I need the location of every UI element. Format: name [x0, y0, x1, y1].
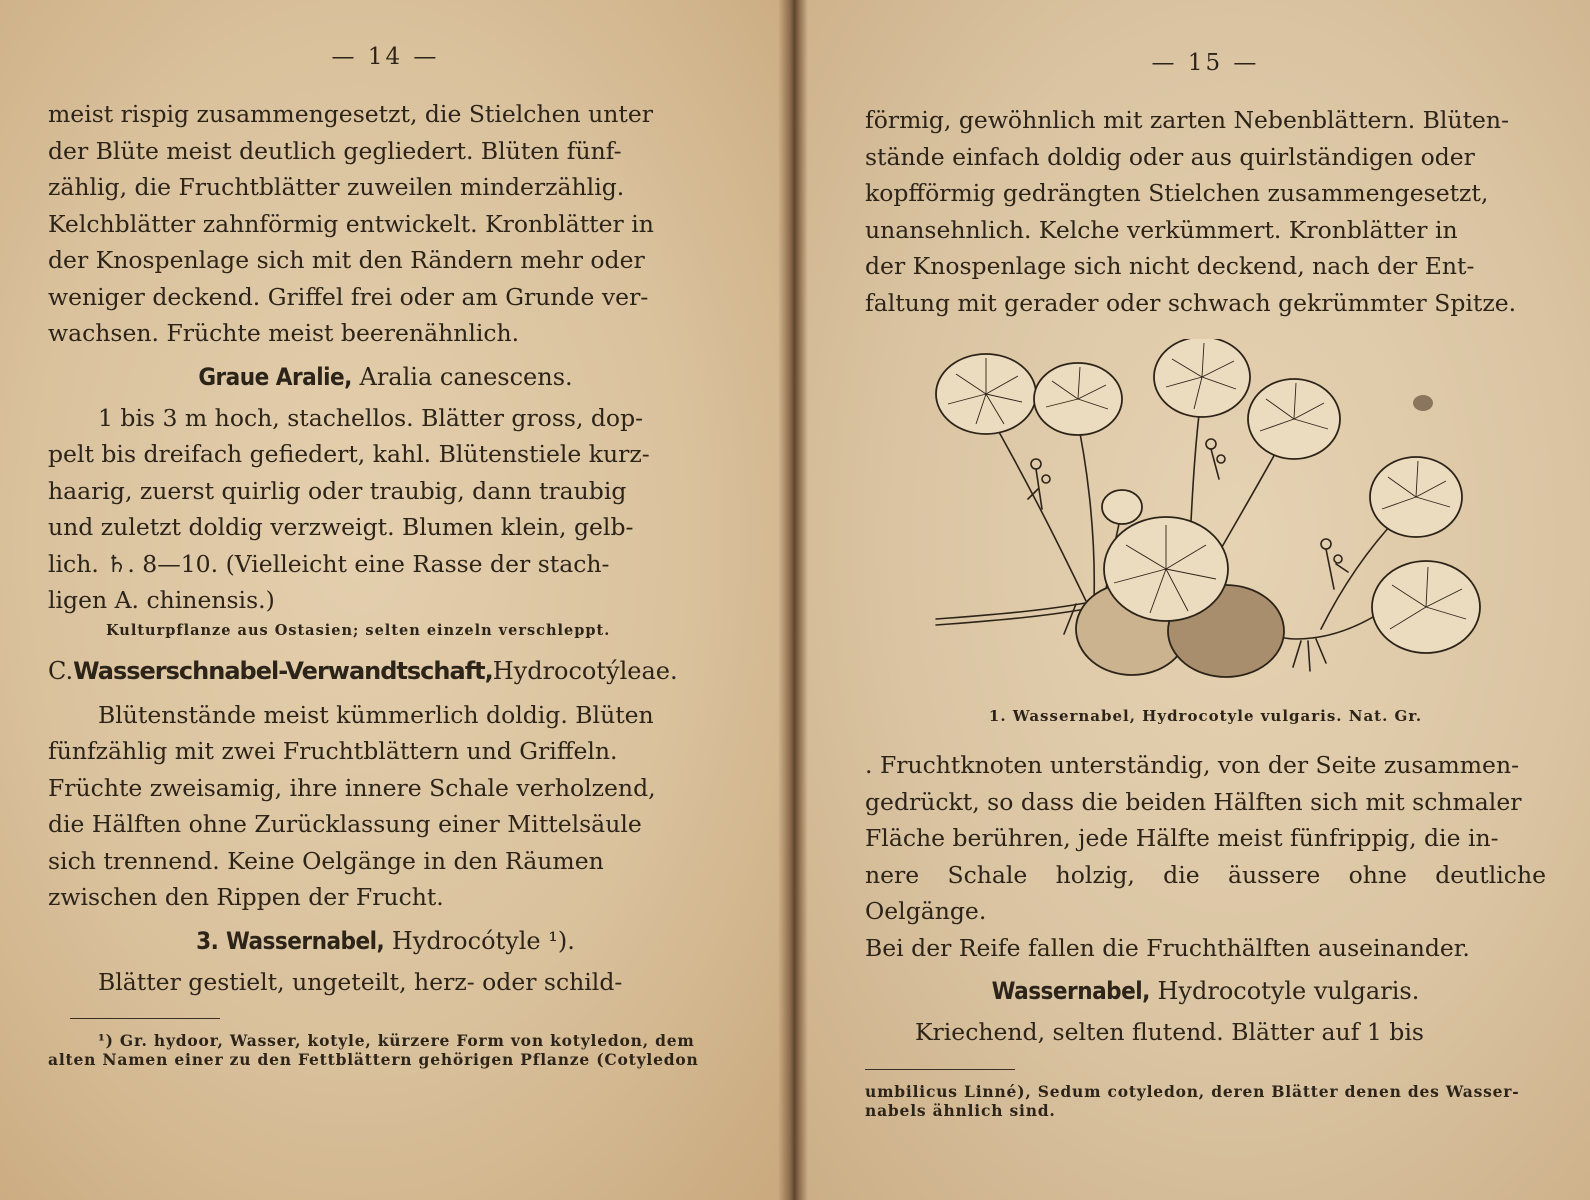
- genus-heading: [48, 922, 723, 960]
- text-line: Kelchblätter zahnförmig entwickelt. Kronblätter in: [48, 209, 654, 238]
- section-letter: C.: [48, 656, 74, 685]
- text-line: Blätter gestielt, ungeteilt, herz- oder schild-: [98, 967, 623, 996]
- section-heading-bold: Wasserschnabel-Verwandtschaft,: [73, 656, 493, 685]
- footnote-line: nabels ähnlich sind.: [865, 1100, 1056, 1120]
- text-line: gedrückt, so dass die beiden Hälften sich mit schmaler: [865, 787, 1522, 816]
- text-line: stände einfach doldig oder aus quirlständigen oder: [865, 142, 1475, 171]
- right-page: [799, 0, 1590, 1200]
- footnote-right: [865, 1082, 1546, 1120]
- aralia-heading: [48, 358, 723, 396]
- right-intro-paragraph: [865, 102, 1546, 321]
- footnote-rule: [865, 1069, 1015, 1070]
- footnote-rule: [70, 1018, 220, 1019]
- text-line: 1 bis 3 m hoch, stachellos. Blätter gross, dop-: [98, 403, 644, 432]
- section-heading: [48, 651, 723, 691]
- text-line: der Blüte meist deutlich gegliedert. Blüten fünf-: [48, 136, 622, 165]
- ink-stain: [1413, 395, 1433, 411]
- species-heading: [865, 972, 1546, 1010]
- fruit-description: [865, 747, 1546, 966]
- genus-heading-latin: Hydrocótyle ¹).: [384, 926, 575, 955]
- genus-number: 3.: [196, 926, 219, 955]
- left-intro-paragraph: [48, 96, 723, 352]
- genus-description: [48, 964, 723, 1001]
- pennywort-illustration: [926, 339, 1486, 699]
- text-line: förmig, gewöhnlich mit zarten Nebenblättern. Blüten-: [865, 106, 1510, 134]
- text-line: nere Schale holzig, die äussere ohne deutliche Oelgänge.: [865, 860, 1546, 925]
- text-line: meist rispig zusammengesetzt, die Stielchen unter: [48, 100, 653, 128]
- aralia-distribution-note: Kulturpflanze aus Ostasien; selten einzeln verschleppt.: [106, 621, 611, 639]
- genus-heading-bold: Wassernabel,: [226, 926, 385, 955]
- page-number-right: — 15 —: [1151, 50, 1260, 76]
- leaf: [1102, 490, 1142, 524]
- text-line: pelt bis dreifach gefiedert, kahl. Blütenstiele kurz-: [48, 440, 650, 468]
- footnote-line: alten Namen einer zu den Fettblättern gehörigen Pflanze (Cotyledon: [48, 1050, 699, 1069]
- text-line: fünfzählig mit zwei Fruchtblättern und Griffeln.: [48, 737, 618, 765]
- text-line: Bei der Reife fallen die Fruchthälften auseinander.: [865, 933, 1470, 962]
- text-line: Blütenstände meist kümmerlich doldig. Blüten: [98, 700, 654, 729]
- footnote-left: [48, 1031, 723, 1069]
- text-line: wachsen. Früchte meist beerenähnlich.: [48, 319, 520, 347]
- text-line: haarig, zuerst quirlig oder traubig, dann traubig: [48, 476, 627, 505]
- text-line: ligen A. chinensis.): [48, 586, 275, 614]
- page-number-left: — 14 —: [331, 44, 440, 70]
- text-line: Fläche berühren, jede Hälfte meist fünfrippig, die in-: [865, 824, 1499, 852]
- section-description: [48, 697, 723, 916]
- species-description: [865, 1014, 1546, 1051]
- text-line: die Hälften ohne Zurücklassung einer Mittelsäule: [48, 810, 642, 838]
- text-line: lich. ♄. 8—10. (Vielleicht eine Rasse der stach-: [48, 549, 610, 578]
- footnote-line: umbilicus Linné), Sedum cotyledon, deren Blätter denen des Wasser-: [865, 1081, 1520, 1101]
- text-line: zählig, die Fruchtblätter zuweilen minderzählig.: [48, 173, 625, 201]
- text-line: unansehnlich. Kelche verkümmert. Kronblätter in: [865, 215, 1458, 244]
- text-line: faltung mit gerader oder schwach gekrümmter Spitze.: [865, 288, 1517, 317]
- text-line: zwischen den Rippen der Frucht.: [48, 883, 444, 911]
- text-line: der Knospenlage sich mit den Rändern mehr oder: [48, 246, 645, 274]
- species-heading-latin: Hydrocotyle vulgaris.: [1149, 977, 1420, 1005]
- text-line: der Knospenlage sich nicht deckend, nach der Ent-: [865, 252, 1475, 280]
- species-heading-bold: Wassernabel,: [991, 977, 1150, 1005]
- aralia-heading-latin: Aralia canescens.: [351, 362, 573, 391]
- section-heading-latin: Hydrocotýleae.: [492, 656, 678, 685]
- text-line: . Fruchtknoten unterständig, von der Seite zusammen-: [865, 751, 1520, 779]
- text-line: Früchte zweisamig, ihre innere Schale verholzend,: [48, 773, 656, 802]
- text-line: und zuletzt doldig verzweigt. Blumen klein, gelb-: [48, 513, 634, 541]
- aralia-description: [48, 400, 723, 619]
- text-line: Kriechend, selten flutend. Blätter auf 1 bis: [915, 1018, 1424, 1046]
- text-line: kopfförmig gedrängten Stielchen zusammengesetzt,: [865, 179, 1489, 207]
- book-gutter: [778, 0, 808, 1200]
- aralia-heading-bold: Graue Aralie,: [198, 362, 352, 391]
- text-line: sich trennend. Keine Oelgänge in den Räumen: [48, 846, 604, 875]
- text-line: weniger deckend. Griffel frei oder am Grunde ver-: [48, 282, 649, 311]
- figure-caption: 1. Wassernabel, Hydrocotyle vulgaris. Nat. Gr.: [988, 707, 1423, 725]
- footnote-line: ¹) Gr. hydoor, Wasser, kotyle, kürzere Form von kotyledon, dem: [98, 1031, 695, 1050]
